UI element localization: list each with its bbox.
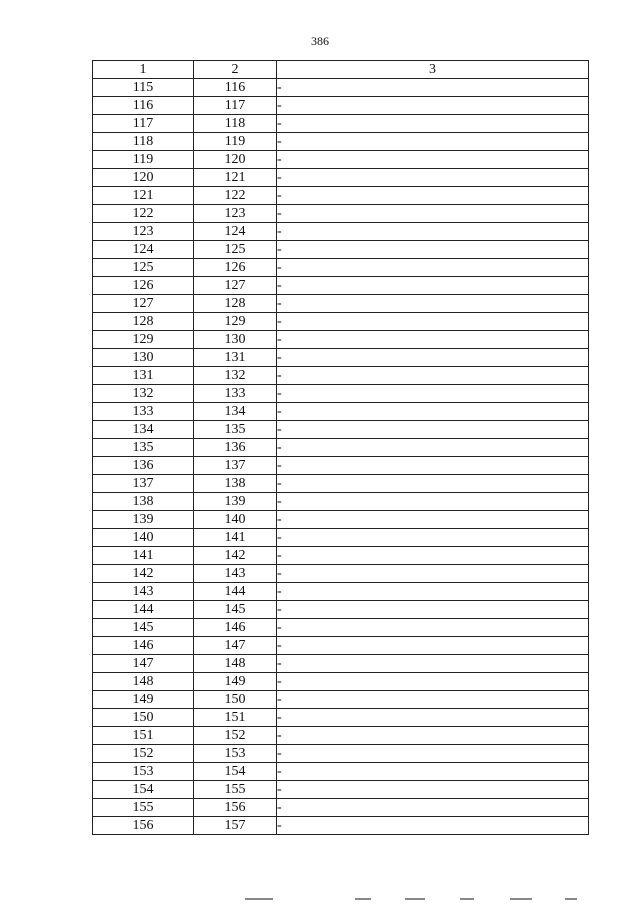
table-body bbox=[93, 79, 589, 835]
table-cell-col-3: - bbox=[277, 781, 589, 799]
table-cell-col-1: 119 bbox=[93, 151, 194, 169]
table-cell-col-1: 143 bbox=[93, 583, 194, 601]
table-row bbox=[93, 169, 589, 187]
table-cell-col-2: 127 bbox=[194, 277, 277, 295]
table-row bbox=[93, 241, 589, 259]
table-row bbox=[93, 367, 589, 385]
table-cell-col-1: 148 bbox=[93, 673, 194, 691]
table-cell-col-1: 154 bbox=[93, 781, 194, 799]
table-row bbox=[93, 277, 589, 295]
table-row bbox=[93, 133, 589, 151]
table-row bbox=[93, 619, 589, 637]
table-cell-col-3: - bbox=[277, 259, 589, 277]
table-cell-col-3: - bbox=[277, 547, 589, 565]
table-cell-col-1: 155 bbox=[93, 799, 194, 817]
table-cell-col-3: - bbox=[277, 475, 589, 493]
table-cell-col-3: - bbox=[277, 115, 589, 133]
table-row bbox=[93, 817, 589, 835]
table-cell-col-3: - bbox=[277, 493, 589, 511]
table-row bbox=[93, 691, 589, 709]
table-cell-col-1: 127 bbox=[93, 295, 194, 313]
table-cell-col-2: 148 bbox=[194, 655, 277, 673]
table-cell-col-2: 124 bbox=[194, 223, 277, 241]
table-cell-col-1: 145 bbox=[93, 619, 194, 637]
table-cell-col-2: 143 bbox=[194, 565, 277, 583]
table-row bbox=[93, 403, 589, 421]
table-cell-col-2: 147 bbox=[194, 637, 277, 655]
table-cell-col-3: - bbox=[277, 439, 589, 457]
table-row bbox=[93, 475, 589, 493]
table-cell-col-2: 133 bbox=[194, 385, 277, 403]
table-cell-col-1: 129 bbox=[93, 331, 194, 349]
table-cell-col-3: - bbox=[277, 421, 589, 439]
table-cell-col-3: - bbox=[277, 403, 589, 421]
table-cell-col-1: 153 bbox=[93, 763, 194, 781]
table-cell-col-3: - bbox=[277, 295, 589, 313]
table-cell-col-3: - bbox=[277, 277, 589, 295]
table-cell-col-2: 116 bbox=[194, 79, 277, 97]
table-cell-col-3: - bbox=[277, 565, 589, 583]
table-cell-col-2: 150 bbox=[194, 691, 277, 709]
table-cell-col-3: - bbox=[277, 457, 589, 475]
table-cell-col-3: - bbox=[277, 187, 589, 205]
table-cell-col-1: 126 bbox=[93, 277, 194, 295]
table-cell-col-2: 117 bbox=[194, 97, 277, 115]
table-cell-col-3: - bbox=[277, 313, 589, 331]
table-cell-col-3: - bbox=[277, 673, 589, 691]
table-cell-col-3: - bbox=[277, 745, 589, 763]
table-cell-col-2: 126 bbox=[194, 259, 277, 277]
page-number: 386 bbox=[311, 34, 329, 48]
table-row bbox=[93, 511, 589, 529]
table-cell-col-2: 142 bbox=[194, 547, 277, 565]
table-cell-col-2: 122 bbox=[194, 187, 277, 205]
table-cell-col-1: 140 bbox=[93, 529, 194, 547]
table-row bbox=[93, 223, 589, 241]
table-cell-col-3: - bbox=[277, 799, 589, 817]
table-cell-col-2: 140 bbox=[194, 511, 277, 529]
table-cell-col-2: 132 bbox=[194, 367, 277, 385]
table-cell-col-2: 144 bbox=[194, 583, 277, 601]
table-cell-col-3: - bbox=[277, 511, 589, 529]
table-cell-col-1: 133 bbox=[93, 403, 194, 421]
table-cell-col-3: - bbox=[277, 79, 589, 97]
table-row bbox=[93, 385, 589, 403]
table-cell-col-2: 138 bbox=[194, 475, 277, 493]
table-cell-col-1: 141 bbox=[93, 547, 194, 565]
table-cell-col-1: 137 bbox=[93, 475, 194, 493]
table-cell-col-1: 118 bbox=[93, 133, 194, 151]
table-cell-col-1: 128 bbox=[93, 313, 194, 331]
table-row bbox=[93, 493, 589, 511]
table-cell-col-1: 149 bbox=[93, 691, 194, 709]
table-cell-col-1: 125 bbox=[93, 259, 194, 277]
table-cell-col-2: 157 bbox=[194, 817, 277, 835]
table-cell-col-2: 146 bbox=[194, 619, 277, 637]
table-row bbox=[93, 673, 589, 691]
table-cell-col-3: - bbox=[277, 169, 589, 187]
table-cell-col-3: - bbox=[277, 583, 589, 601]
table-cell-col-3: - bbox=[277, 97, 589, 115]
column-header-3: 3 bbox=[277, 61, 589, 79]
table-cell-col-3: - bbox=[277, 133, 589, 151]
table-cell-col-3: - bbox=[277, 601, 589, 619]
table-cell-col-3: - bbox=[277, 349, 589, 367]
table-cell-col-1: 124 bbox=[93, 241, 194, 259]
table-cell-col-2: 134 bbox=[194, 403, 277, 421]
table-row bbox=[93, 79, 589, 97]
table-row bbox=[93, 151, 589, 169]
table-cell-col-2: 137 bbox=[194, 457, 277, 475]
table-cell-col-1: 117 bbox=[93, 115, 194, 133]
table-cell-col-3: - bbox=[277, 709, 589, 727]
table-cell-col-2: 135 bbox=[194, 421, 277, 439]
table-row bbox=[93, 547, 589, 565]
table-row bbox=[93, 727, 589, 745]
table-cell-col-3: - bbox=[277, 619, 589, 637]
table-cell-col-3: - bbox=[277, 763, 589, 781]
table-cell-col-1: 135 bbox=[93, 439, 194, 457]
column-header-2: 2 bbox=[194, 61, 277, 79]
table-cell-col-2: 123 bbox=[194, 205, 277, 223]
table-cell-col-1: 120 bbox=[93, 169, 194, 187]
table-row bbox=[93, 259, 589, 277]
table-row bbox=[93, 115, 589, 133]
table-row bbox=[93, 349, 589, 367]
table-cell-col-3: - bbox=[277, 331, 589, 349]
table-row bbox=[93, 745, 589, 763]
table-cell-col-2: 154 bbox=[194, 763, 277, 781]
table-cell-col-1: 123 bbox=[93, 223, 194, 241]
scan-artifact-marks bbox=[245, 898, 605, 902]
table-cell-col-3: - bbox=[277, 727, 589, 745]
table-row bbox=[93, 529, 589, 547]
table-cell-col-1: 151 bbox=[93, 727, 194, 745]
table-cell-col-1: 152 bbox=[93, 745, 194, 763]
table-cell-col-1: 142 bbox=[93, 565, 194, 583]
table-cell-col-2: 145 bbox=[194, 601, 277, 619]
table-cell-col-3: - bbox=[277, 151, 589, 169]
table-cell-col-3: - bbox=[277, 655, 589, 673]
table-cell-col-3: - bbox=[277, 241, 589, 259]
table-row bbox=[93, 583, 589, 601]
table-cell-col-3: - bbox=[277, 637, 589, 655]
table-cell-col-2: 120 bbox=[194, 151, 277, 169]
table-cell-col-2: 155 bbox=[194, 781, 277, 799]
table-cell-col-2: 130 bbox=[194, 331, 277, 349]
table-cell-col-1: 138 bbox=[93, 493, 194, 511]
table-cell-col-2: 141 bbox=[194, 529, 277, 547]
table-cell-col-2: 131 bbox=[194, 349, 277, 367]
table-cell-col-2: 128 bbox=[194, 295, 277, 313]
table-cell-col-1: 134 bbox=[93, 421, 194, 439]
table-cell-col-1: 132 bbox=[93, 385, 194, 403]
table-cell-col-1: 122 bbox=[93, 205, 194, 223]
table-cell-col-2: 119 bbox=[194, 133, 277, 151]
table-cell-col-3: - bbox=[277, 817, 589, 835]
table-row bbox=[93, 565, 589, 583]
table-cell-col-2: 153 bbox=[194, 745, 277, 763]
table-cell-col-1: 116 bbox=[93, 97, 194, 115]
table-header-row bbox=[93, 61, 589, 79]
table-row bbox=[93, 655, 589, 673]
table-cell-col-2: 156 bbox=[194, 799, 277, 817]
table-row bbox=[93, 295, 589, 313]
table-row bbox=[93, 781, 589, 799]
table-cell-col-1: 144 bbox=[93, 601, 194, 619]
table-row bbox=[93, 187, 589, 205]
table-cell-col-2: 151 bbox=[194, 709, 277, 727]
table-cell-col-2: 121 bbox=[194, 169, 277, 187]
table-row bbox=[93, 313, 589, 331]
table-cell-col-1: 147 bbox=[93, 655, 194, 673]
table-cell-col-2: 152 bbox=[194, 727, 277, 745]
table-row bbox=[93, 331, 589, 349]
table-cell-col-1: 130 bbox=[93, 349, 194, 367]
table-row bbox=[93, 709, 589, 727]
table-cell-col-2: 118 bbox=[194, 115, 277, 133]
table-cell-col-2: 125 bbox=[194, 241, 277, 259]
table-cell-col-3: - bbox=[277, 691, 589, 709]
table-row bbox=[93, 439, 589, 457]
table-cell-col-2: 136 bbox=[194, 439, 277, 457]
table-row bbox=[93, 457, 589, 475]
table-cell-col-3: - bbox=[277, 385, 589, 403]
table-cell-col-1: 121 bbox=[93, 187, 194, 205]
table-cell-col-3: - bbox=[277, 529, 589, 547]
table-cell-col-2: 139 bbox=[194, 493, 277, 511]
table-cell-col-1: 115 bbox=[93, 79, 194, 97]
table-cell-col-2: 149 bbox=[194, 673, 277, 691]
table-cell-col-2: 129 bbox=[194, 313, 277, 331]
table-row bbox=[93, 799, 589, 817]
table-row bbox=[93, 97, 589, 115]
table-cell-col-3: - bbox=[277, 223, 589, 241]
table-row bbox=[93, 763, 589, 781]
table-cell-col-3: - bbox=[277, 367, 589, 385]
table-cell-col-1: 131 bbox=[93, 367, 194, 385]
table-cell-col-1: 139 bbox=[93, 511, 194, 529]
data-table bbox=[92, 60, 589, 835]
table-cell-col-1: 136 bbox=[93, 457, 194, 475]
table-cell-col-1: 146 bbox=[93, 637, 194, 655]
table-row bbox=[93, 637, 589, 655]
column-header-1: 1 bbox=[93, 61, 194, 79]
table-cell-col-1: 156 bbox=[93, 817, 194, 835]
table-row bbox=[93, 205, 589, 223]
table-row bbox=[93, 421, 589, 439]
table-cell-col-3: - bbox=[277, 205, 589, 223]
table-row bbox=[93, 601, 589, 619]
table-cell-col-1: 150 bbox=[93, 709, 194, 727]
